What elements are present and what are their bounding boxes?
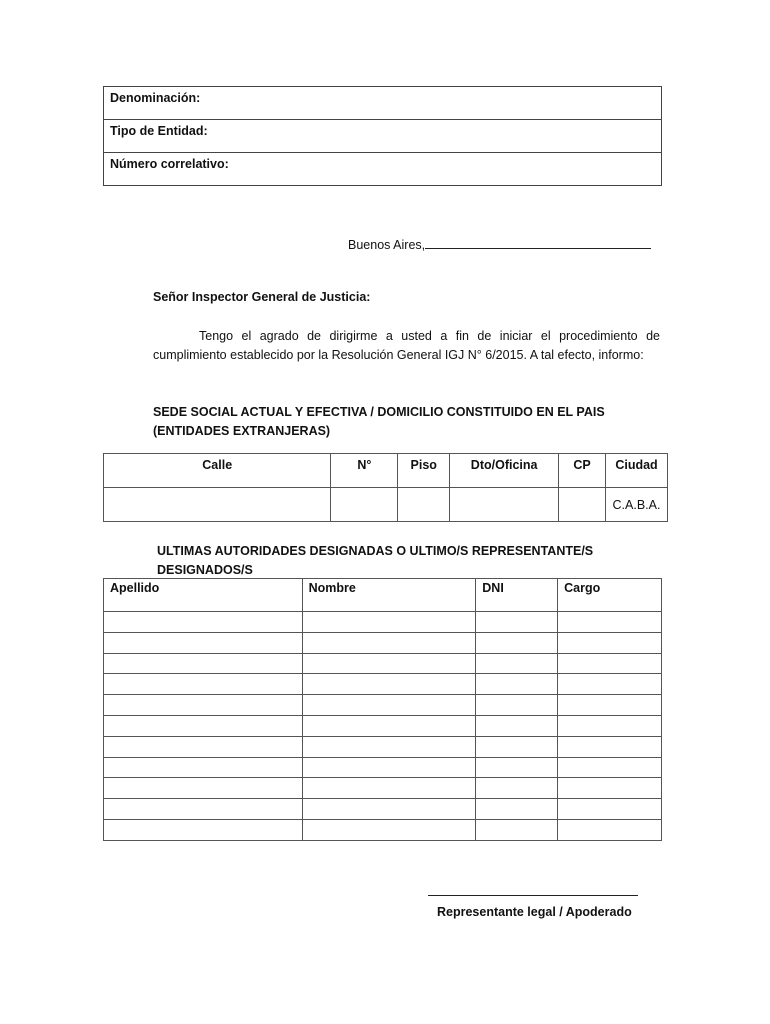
date-blank[interactable] — [425, 237, 651, 249]
place-date-line — [348, 237, 651, 252]
nombre-cell[interactable] — [302, 799, 476, 820]
nombre-cell[interactable] — [302, 778, 476, 799]
address-data-row — [104, 488, 668, 522]
piso-cell[interactable] — [398, 488, 450, 522]
signature-line[interactable] — [428, 895, 638, 896]
cargo-cell[interactable] — [558, 632, 662, 653]
cargo-cell[interactable] — [558, 778, 662, 799]
denominacion-label: Denominación: — [110, 91, 201, 105]
dni-cell[interactable] — [476, 632, 558, 653]
address-table — [103, 453, 668, 522]
table-row — [104, 799, 662, 820]
table-row — [104, 653, 662, 674]
section-title-autoridades: ULTIMAS AUTORIDADES DESIGNADAS O ULTIMO/S REPRESENTANTE/S DESIGNADOS/S — [157, 544, 594, 577]
body-text: Tengo el agrado de dirigirme a usted a fin de iniciar el procedimiento de cumplimiento establecido por la Resolución General IGJ N° 6/2015. A tal efecto, informo: — [153, 329, 660, 362]
entity-info-box — [103, 86, 662, 186]
dni-cell[interactable] — [476, 736, 558, 757]
apellido-cell[interactable] — [104, 715, 303, 736]
col-header-numero: N° — [331, 454, 398, 488]
dni-cell[interactable] — [476, 819, 558, 840]
col-header-cargo: Cargo — [558, 579, 662, 612]
calle-cell[interactable] — [104, 488, 331, 522]
nombre-cell[interactable] — [302, 757, 476, 778]
cargo-cell[interactable] — [558, 612, 662, 633]
place-label: Buenos Aires, — [348, 238, 426, 252]
tipo-entidad-field[interactable] — [104, 120, 661, 153]
dni-cell[interactable] — [476, 778, 558, 799]
col-header-piso: Piso — [398, 454, 450, 488]
apellido-cell[interactable] — [104, 819, 303, 840]
col-header-ciudad: Ciudad — [605, 454, 667, 488]
cargo-cell[interactable] — [558, 736, 662, 757]
apellido-cell[interactable] — [104, 632, 303, 653]
col-header-nombre: Nombre — [302, 579, 476, 612]
table-row — [104, 736, 662, 757]
cargo-cell[interactable] — [558, 653, 662, 674]
apellido-cell[interactable] — [104, 736, 303, 757]
nombre-cell[interactable] — [302, 819, 476, 840]
table-row — [104, 612, 662, 633]
cargo-cell[interactable] — [558, 695, 662, 716]
col-header-dni: DNI — [476, 579, 558, 612]
nombre-cell[interactable] — [302, 612, 476, 633]
cargo-cell[interactable] — [558, 819, 662, 840]
greeting: Señor Inspector General de Justicia: — [153, 290, 371, 304]
apellido-cell[interactable] — [104, 757, 303, 778]
cp-cell[interactable] — [559, 488, 606, 522]
section-title-sede: SEDE SOCIAL ACTUAL Y EFECTIVA / DOMICILIO CONSTITUIDO EN EL PAIS (ENTIDADES EXTRANJERAS) — [153, 405, 605, 438]
col-header-apellido: Apellido — [104, 579, 303, 612]
apellido-cell[interactable] — [104, 695, 303, 716]
table-row — [104, 674, 662, 695]
dni-cell[interactable] — [476, 612, 558, 633]
nombre-cell[interactable] — [302, 674, 476, 695]
denominacion-field[interactable] — [104, 87, 661, 120]
signature-label: Representante legal / Apoderado — [437, 905, 632, 919]
dni-cell[interactable] — [476, 757, 558, 778]
nombre-cell[interactable] — [302, 653, 476, 674]
apellido-cell[interactable] — [104, 674, 303, 695]
table-row — [104, 715, 662, 736]
table-row — [104, 757, 662, 778]
table-row — [104, 632, 662, 653]
nombre-cell[interactable] — [302, 715, 476, 736]
col-header-cp: CP — [559, 454, 606, 488]
numero-correlativo-field[interactable] — [104, 153, 661, 186]
cargo-cell[interactable] — [558, 799, 662, 820]
apellido-cell[interactable] — [104, 653, 303, 674]
dni-cell[interactable] — [476, 653, 558, 674]
address-header-row — [104, 454, 668, 488]
apellido-cell[interactable] — [104, 799, 303, 820]
numero-correlativo-label: Número correlativo: — [110, 157, 229, 171]
body-paragraph — [153, 327, 660, 365]
dni-cell[interactable] — [476, 799, 558, 820]
cargo-cell[interactable] — [558, 715, 662, 736]
cargo-cell[interactable] — [558, 674, 662, 695]
dto-cell[interactable] — [450, 488, 559, 522]
col-header-calle: Calle — [104, 454, 331, 488]
authorities-header-row — [104, 579, 662, 612]
apellido-cell[interactable] — [104, 612, 303, 633]
cargo-cell[interactable] — [558, 757, 662, 778]
dni-cell[interactable] — [476, 674, 558, 695]
apellido-cell[interactable] — [104, 778, 303, 799]
nombre-cell[interactable] — [302, 695, 476, 716]
ciudad-cell: C.A.B.A. — [605, 488, 667, 522]
tipo-entidad-label: Tipo de Entidad: — [110, 124, 208, 138]
numero-cell[interactable] — [331, 488, 398, 522]
table-row — [104, 778, 662, 799]
table-row — [104, 819, 662, 840]
dni-cell[interactable] — [476, 695, 558, 716]
nombre-cell[interactable] — [302, 632, 476, 653]
table-row — [104, 695, 662, 716]
nombre-cell[interactable] — [302, 736, 476, 757]
dni-cell[interactable] — [476, 715, 558, 736]
col-header-dto: Dto/Oficina — [450, 454, 559, 488]
authorities-table — [103, 578, 662, 841]
